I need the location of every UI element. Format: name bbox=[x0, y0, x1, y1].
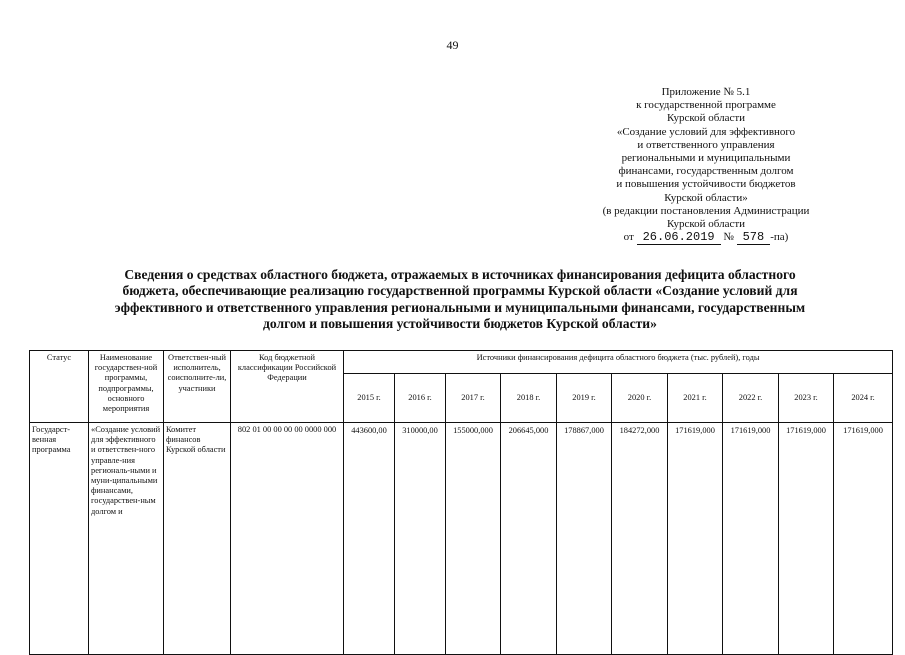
title-line: Сведения о средствах областного бюджета, отражаемых в источниках финансирования дефицита областного bbox=[124, 267, 796, 282]
date-prefix: от bbox=[623, 231, 634, 244]
header-year: 2020 г. bbox=[612, 374, 668, 423]
number-suffix: -па) bbox=[770, 231, 789, 244]
approval-line bbox=[576, 231, 836, 244]
cell-value: 178867,000 bbox=[557, 423, 612, 655]
title-line: долгом и повышения устойчивости бюджетов Курской области» bbox=[263, 316, 657, 332]
document-title bbox=[40, 267, 880, 333]
appendix-line: «Создание условий для эффективного bbox=[616, 125, 796, 138]
appendix-block bbox=[576, 86, 836, 244]
header-responsible: Ответствен-ный исполнитель, соисполните-ли, участники bbox=[164, 351, 231, 423]
header-status: Статус bbox=[30, 351, 89, 423]
header-year: 2017 г. bbox=[446, 374, 501, 423]
header-year: 2015 г. bbox=[344, 374, 395, 423]
cell-value: 206645,000 bbox=[501, 423, 557, 655]
header-year: 2022 г. bbox=[723, 374, 779, 423]
approval-date: 26.06.2019 bbox=[637, 230, 721, 245]
appendix-line: Курской области» bbox=[664, 191, 748, 204]
cell-value: 310000,00 bbox=[395, 423, 446, 655]
appendix-line: и ответственного управления bbox=[637, 138, 775, 151]
cell-status: Государст-венная программа bbox=[30, 423, 89, 655]
number-prefix: № bbox=[723, 231, 734, 244]
appendix-line: Приложение № 5.1 bbox=[661, 86, 751, 98]
header-year: 2018 г. bbox=[501, 374, 557, 423]
header-year: 2023 г. bbox=[779, 374, 834, 423]
cell-value: 171619,000 bbox=[834, 423, 893, 655]
title-line: бюджета, обеспечивающие реализацию государственной программы Курской области «Создание условий для bbox=[122, 283, 798, 299]
cell-code: 802 01 00 00 00 00 0000 000 bbox=[231, 423, 344, 655]
appendix-line: и повышения устойчивости бюджетов bbox=[616, 178, 796, 191]
header-code: Код бюджетной классификации Российской Федерации bbox=[231, 351, 344, 423]
page-number: 49 bbox=[446, 38, 459, 52]
title-line: эффективного и ответственного управления региональными и муниципальными финансами, государственным bbox=[114, 299, 806, 315]
header-year: 2019 г. bbox=[557, 374, 612, 423]
cell-name: «Создание условий для эффективного и ответствен-ного управле-ния региональ-ными и муни-ципальными финансами, государствен-ным долгом и bbox=[89, 423, 164, 655]
cell-responsible: Комитет финансов Курской области bbox=[164, 423, 231, 655]
header-year: 2024 г. bbox=[834, 374, 893, 423]
budget-table bbox=[29, 350, 893, 655]
header-year: 2016 г. bbox=[395, 374, 446, 423]
cell-value: 171619,000 bbox=[668, 423, 723, 655]
appendix-line: (в редакции постановления Администрации bbox=[602, 204, 810, 217]
cell-value: 184272,000 bbox=[612, 423, 668, 655]
cell-value: 443600,00 bbox=[344, 423, 395, 655]
cell-value: 155000,000 bbox=[446, 423, 501, 655]
table-row bbox=[30, 423, 893, 655]
approval-number: 578 bbox=[737, 230, 771, 245]
cell-value: 171619,000 bbox=[723, 423, 779, 655]
table-header-row bbox=[30, 351, 893, 374]
appendix-line: к государственной программе bbox=[636, 99, 776, 112]
header-sources: Источники финансирования дефицита областного бюджета (тыс. рублей), годы bbox=[344, 351, 893, 374]
cell-value: 171619,000 bbox=[779, 423, 834, 655]
appendix-line: Курской области bbox=[666, 112, 746, 125]
appendix-line: финансами, государственным долгом bbox=[618, 165, 794, 178]
appendix-line: региональными и муниципальными bbox=[621, 152, 791, 165]
header-year: 2021 г. bbox=[668, 374, 723, 423]
appendix-line: Курской области bbox=[666, 218, 746, 231]
header-name: Наименование государствен-ной программы, подпрограммы, основного мероприятия bbox=[89, 351, 164, 423]
